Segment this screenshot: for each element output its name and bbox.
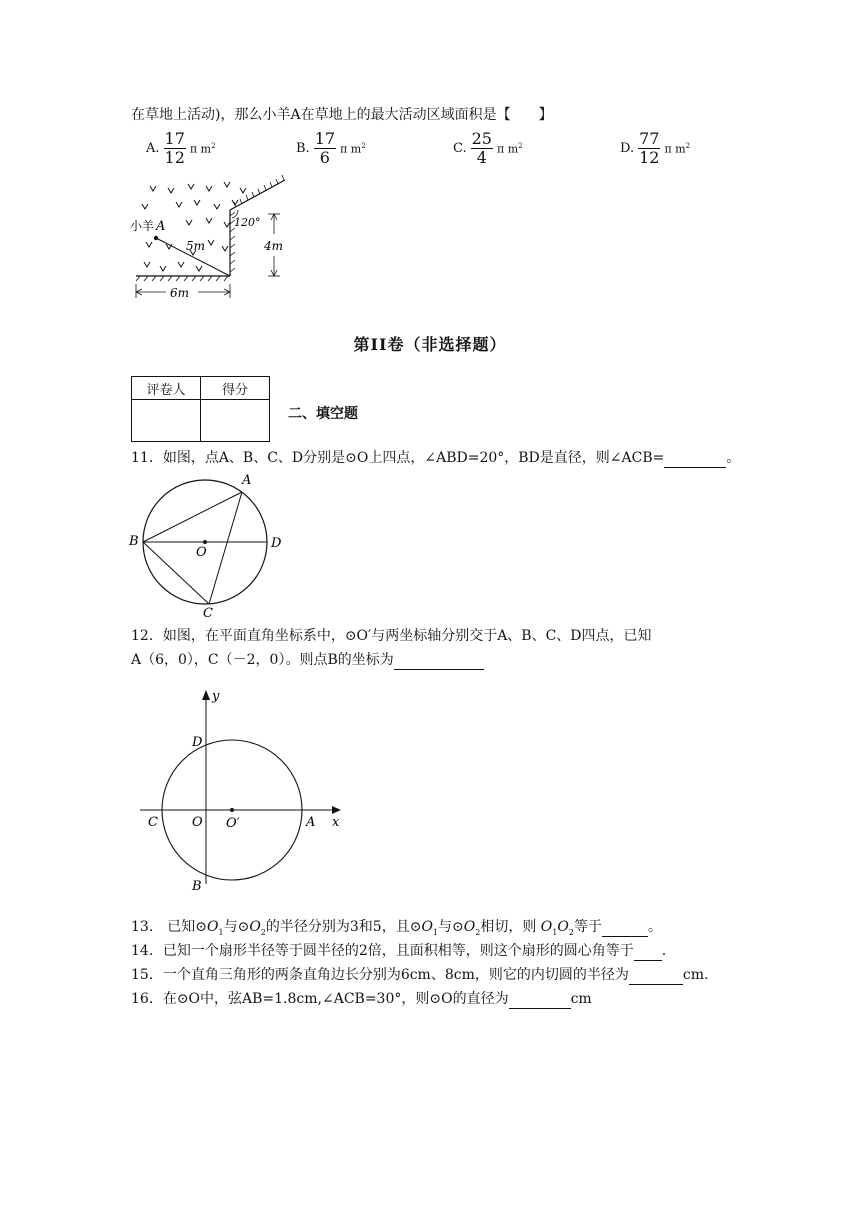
section-title: 二、填空题	[288, 406, 358, 422]
x-axis-arrow	[332, 806, 341, 814]
unit-text: π m	[496, 142, 519, 156]
sheep-label: 小羊	[130, 219, 155, 233]
unit-sup: 2	[361, 141, 366, 150]
y-axis-arrow	[202, 690, 210, 700]
q13-part: 与⊙	[438, 919, 464, 935]
label-d: D	[192, 735, 203, 750]
fraction	[164, 130, 186, 167]
label-o: O	[196, 545, 207, 560]
numerator: 77	[639, 129, 660, 148]
unit-sup: 2	[685, 141, 691, 150]
q14-tail: .	[661, 943, 667, 959]
option-letter: D.	[620, 141, 635, 156]
option-letter: C.	[453, 141, 467, 156]
center-o-prime	[230, 808, 234, 812]
q15-answer-blank	[629, 966, 683, 985]
q11-text	[131, 449, 740, 468]
q11-stem: 11．如图，点A、B、C、D分别是⊙O上四点，∠ABD=20°，BD是直径，则∠ACB=	[131, 450, 665, 466]
slanted-wall	[230, 180, 285, 210]
unit	[340, 142, 366, 156]
width-label: 6m	[170, 286, 190, 300]
q12-answer-blank	[394, 651, 484, 670]
option-letter: B.	[296, 141, 310, 156]
o2-subscript: 2	[568, 927, 574, 937]
q15-text	[131, 966, 708, 985]
sheep-figure	[128, 170, 293, 310]
o1-subscript: 1	[218, 927, 224, 937]
unit	[497, 142, 523, 156]
fraction	[638, 130, 660, 167]
label-b: B	[129, 534, 139, 549]
angle-label: 120°	[234, 216, 261, 229]
label-a: A	[242, 473, 252, 488]
q11-circle-figure	[125, 470, 295, 620]
q16-answer-blank	[509, 990, 571, 1009]
q13-text	[131, 918, 662, 942]
o1-letter: O	[207, 919, 219, 935]
point-a-label: A	[156, 219, 166, 234]
label-a: A	[306, 815, 316, 830]
label-y: y	[212, 689, 220, 704]
label-c: C	[203, 606, 213, 620]
q16-text	[131, 990, 592, 1009]
rope-length-label: 5m	[186, 239, 206, 253]
o1-letter: O	[421, 919, 433, 935]
unit-sup: 2	[518, 141, 523, 150]
q14-answer-blank	[634, 942, 662, 961]
unit-text: π m	[189, 142, 212, 156]
unit	[664, 142, 690, 156]
center-o	[203, 540, 207, 544]
fraction	[314, 130, 336, 167]
section-heading: 第II卷（非选择题）	[353, 335, 507, 354]
denominator: 6	[319, 148, 330, 167]
chord-ba	[143, 492, 242, 542]
numerator: 17	[314, 129, 336, 148]
denominator: 12	[164, 148, 185, 167]
label-o-prime: O′	[226, 816, 240, 831]
option-a	[146, 130, 216, 167]
q13-answer-blank	[602, 918, 648, 937]
o1-subscript: 1	[432, 927, 439, 937]
o2-subscript: 2	[475, 927, 481, 937]
numerator: 25	[471, 129, 492, 148]
option-letter: A.	[146, 141, 160, 156]
o2-subscript: 2	[260, 927, 266, 937]
label-d: D	[271, 536, 282, 551]
o2-letter: O	[463, 919, 476, 935]
ground-hatch	[136, 276, 228, 281]
score-table-score-header: 得分	[201, 377, 270, 400]
score-table-grader-cell	[132, 400, 201, 442]
unit-sup: 2	[211, 141, 216, 150]
label-o: O	[192, 815, 203, 830]
q13-part: 13. 已知⊙	[131, 919, 207, 935]
q10-text: 在草地上活动)，那么小羊A在草地上的最大活动区域面积是【 】	[131, 107, 553, 123]
q13-part: 相切，则	[480, 919, 537, 935]
unit	[190, 142, 216, 156]
o2-letter: O	[557, 919, 569, 935]
o2-letter: O	[249, 919, 261, 935]
unit-text: π m	[664, 142, 686, 156]
unit-text: π m	[340, 142, 362, 156]
denominator: 12	[639, 148, 660, 167]
q12-line2-text: A（6，0），C（－2，0）。则点B的坐标为	[131, 652, 394, 668]
q14-stem: 14．已知一个扇形半径等于圆半径的2倍，且面积相等，则这个扇形的圆心角等于	[131, 943, 634, 959]
label-b: B	[192, 879, 202, 894]
sheep-point	[154, 236, 158, 240]
q12-line1: 12．如图，在平面直角坐标系中，⊙O′与两坐标轴分别交于A、B、C、D四点，已知	[131, 628, 652, 644]
option-d	[620, 130, 690, 167]
denominator: 4	[476, 148, 487, 167]
q16-tail: cm	[570, 991, 592, 1007]
label-x: x	[332, 815, 340, 830]
score-table-grader-header: 评卷人	[132, 377, 201, 400]
q13-part: 与⊙	[223, 919, 250, 935]
fraction	[471, 130, 493, 167]
q14-text	[131, 942, 666, 961]
q13-tail: 。	[647, 919, 662, 935]
q11-tail: 。	[726, 450, 741, 466]
label-c: C	[148, 815, 158, 830]
o1-subscript: 1	[552, 927, 558, 937]
height-label: 4m	[264, 239, 284, 253]
score-table	[131, 376, 270, 442]
score-table-score-cell	[201, 400, 270, 442]
numerator: 17	[164, 129, 185, 148]
q11-answer-blank	[664, 449, 726, 468]
q13-part: 的半径分别为3和5，且⊙	[265, 919, 422, 935]
q12-coordinate-figure	[136, 684, 351, 894]
chord-ac	[209, 492, 242, 604]
o1-letter: O	[540, 919, 553, 935]
option-b	[296, 130, 366, 167]
option-c	[453, 130, 523, 167]
q16-stem: 16．在⊙O中，弦AB=1.8cm,∠ACB=30°，则⊙O的直径为	[131, 991, 509, 1007]
q15-tail: cm.	[682, 967, 709, 983]
q13-part: 等于	[573, 919, 602, 935]
q15-stem: 15．一个直角三角形的两条直角边长分别为6cm、8cm，则它的内切圆的半径为	[131, 967, 629, 983]
q12-line2	[131, 651, 484, 670]
